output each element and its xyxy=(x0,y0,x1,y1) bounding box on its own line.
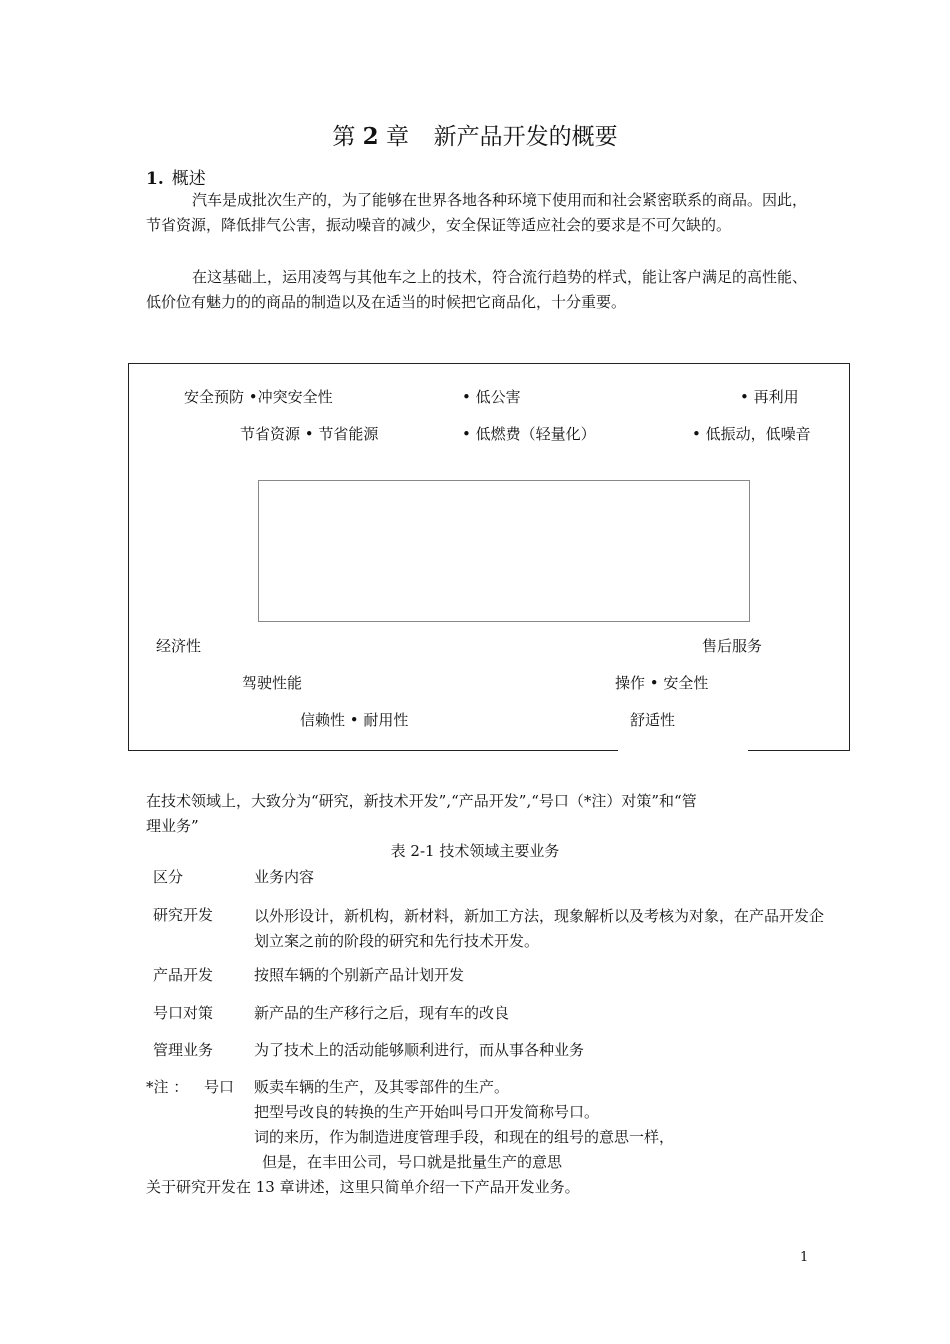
table-caption: 表 2-1 技术领域主要业务 xyxy=(390,842,560,860)
section-title: 概述 xyxy=(171,169,206,189)
intro-text-line-2: 理业务” xyxy=(146,817,199,835)
table-row-4-content: 为了技术上的活动能够顺利进行，而从事各种业务 xyxy=(254,1041,585,1059)
diagram-label-operation-safety: 操作 • 安全性 xyxy=(615,674,709,692)
table-row-1-category: 研究开发 xyxy=(153,906,214,924)
table-row-2-category: 产品开发 xyxy=(153,966,214,984)
table-row-3-category: 号口对策 xyxy=(153,1004,214,1022)
diagram-label-low-pollution: • 低公害 xyxy=(462,388,521,406)
note-line-2: 把型号改良的转换的生产开始叫号口开发简称号口。 xyxy=(254,1103,600,1121)
chapter-suffix: 章 xyxy=(386,124,409,150)
diagram-label-after-service: 售后服务 xyxy=(702,637,763,655)
diagram-label-recycle: • 再利用 xyxy=(740,388,799,406)
chapter-number: 2 xyxy=(362,123,379,150)
intro-text-line-1: 在技术领域上，大致分为“研究，新技术开发”,“产品开发”,“号口（*注）对策”和“管 xyxy=(146,792,697,810)
paragraph-2 xyxy=(146,265,816,315)
note-term: 号口 xyxy=(204,1078,235,1096)
closing-text: 关于研究开发在 13 章讲述，这里只简单介绍一下产品开发业务。 xyxy=(146,1178,580,1196)
table-row-3-content: 新产品的生产移行之后，现有车的改良 xyxy=(254,1004,510,1022)
section-number: 1. xyxy=(146,169,164,189)
chapter-title xyxy=(0,118,950,151)
note-line-4: 但是，在丰田公司，号口就是批量生产的意思 xyxy=(262,1153,563,1171)
table-row-1-content: 以外形设计，新机构，新材料，新加工方法，现象解析以及考核为对象，在产品开发企划立案之前的阶段的研究和先行技术开发。 xyxy=(254,907,825,950)
note-label: *注 ： xyxy=(146,1078,189,1096)
chapter-title-text: 新产品开发的概要 xyxy=(433,124,618,150)
paragraph-1-text: 汽车是成批次生产的，为了能够在世界各地各种环境下使用而和社会紧密联系的商品。因此，节省资源，降低排气公害，振动噪音的减少，安全保证等适应社会的要求是不可欠缺的。 xyxy=(146,191,808,234)
diagram-label-reliability: 信赖性 • 耐用性 xyxy=(300,711,409,729)
diagram-label-driving: 驾驶性能 xyxy=(242,674,303,692)
section-heading xyxy=(146,164,206,189)
paragraph-2-text: 在这基础上，运用凌驾与其他车之上的技术，符合流行趋势的样式，能让客户满足的高性能、低价位有魅力的的商品的制造以及在适当的时候把它商品化，十分重要。 xyxy=(146,268,808,311)
diagram-label-comfort: 舒适性 xyxy=(630,711,676,729)
note-line-1: 贩卖车辆的生产，及其零部件的生产。 xyxy=(254,1078,510,1096)
diagram-label-low-vibration: • 低振动，低噪音 xyxy=(692,425,811,443)
diagram-label-resource-saving: 节省资源 • 节省能源 xyxy=(240,425,379,443)
chapter-prefix: 第 xyxy=(332,124,356,150)
diagram-label-safety: 安全预防 •冲突安全性 xyxy=(184,388,333,406)
page-number: 1 xyxy=(800,1250,809,1265)
diagram-label-economy: 经济性 xyxy=(156,637,202,655)
table-row-2-content: 按照车辆的个别新产品计划开发 xyxy=(254,966,465,984)
table-row-4-category: 管理业务 xyxy=(153,1041,214,1059)
diagram-center-box xyxy=(258,480,750,622)
table-header-category: 区分 xyxy=(153,868,184,886)
note-line-3: 词的来历，作为制造进度管理手段，和现在的组号的意思一样， xyxy=(254,1128,675,1146)
paragraph-1 xyxy=(146,188,816,238)
diagram-label-fuel-economy: • 低燃费（轻量化） xyxy=(462,425,596,443)
table-header-content: 业务内容 xyxy=(254,868,315,886)
diagram-border-gap xyxy=(618,745,748,753)
